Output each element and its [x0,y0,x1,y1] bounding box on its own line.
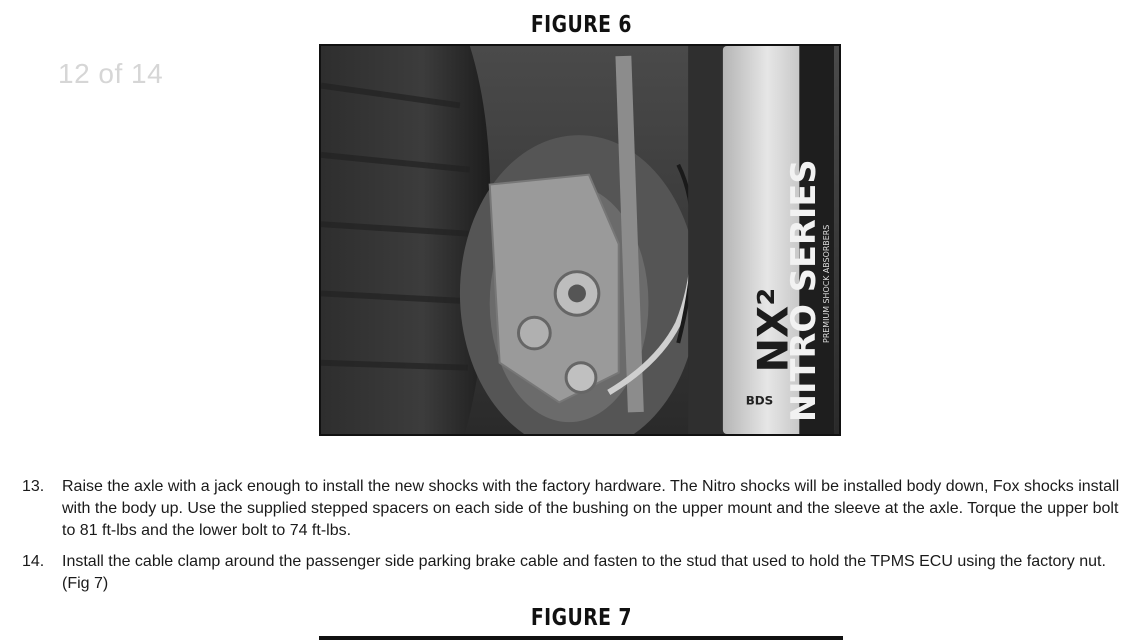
step-text: Raise the axle with a jack enough to install the new shocks with the factory hardware. The Nitro shocks will be installed body down, Fox shocks install with the body up. Use the supplied stepped spacers on each side of the bushing on the upper mount and the sleeve at the axle. Torque the upper bolt to 81 ft-lbs and the lower bolt to 74 ft-lbs. [62,478,1120,539]
shock-brand-text: NITRO SERIES [784,159,824,423]
figure-6-photo [319,44,841,436]
shock-install-photo [321,46,839,434]
shock-small-text: PREMIUM SHOCK ABSORBERS [822,224,832,343]
step-13 [22,476,1122,542]
shock-model-text: NX² [748,287,798,373]
page-counter: 12 of 14 [58,58,164,89]
figure-7-frame [319,636,843,640]
step-14 [22,551,1122,595]
instruction-steps [22,476,1122,604]
figure-7-title: FIGURE 7 [530,605,632,631]
figure-6-title: FIGURE 6 [530,12,632,38]
step-text: Install the cable clamp around the passenger side parking brake cable and fasten to the stud that used to hold the TPMS ECU using the factory nut. (Fig 7) [62,553,1106,592]
shock-logo-text: BDS [745,393,774,408]
step-number: 13. [22,478,45,495]
step-number: 14. [22,553,45,570]
